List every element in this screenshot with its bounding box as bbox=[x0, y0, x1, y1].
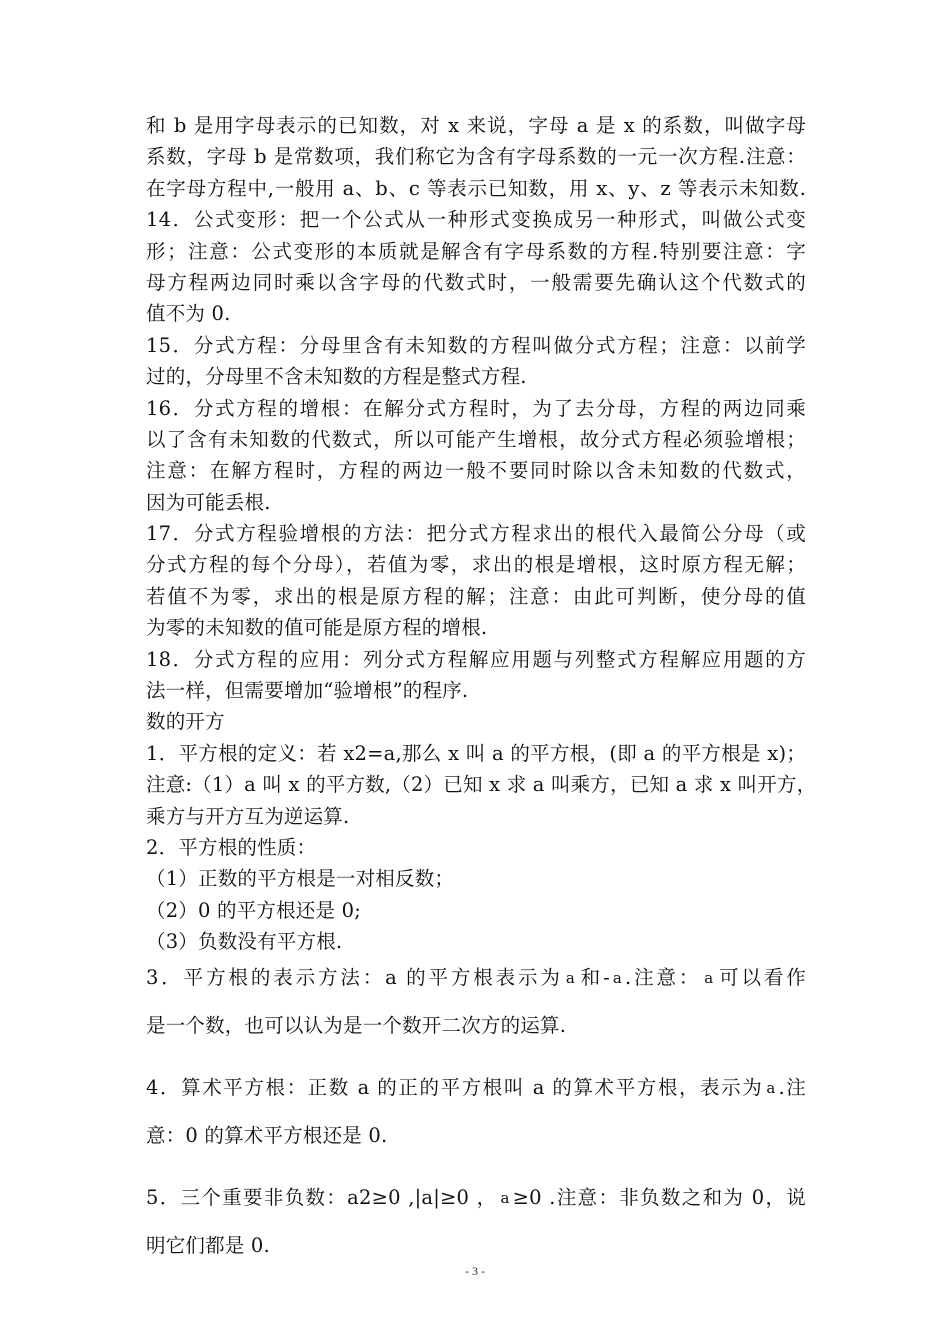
sqrt-symbol: a bbox=[565, 969, 575, 987]
item-4-line-1 bbox=[146, 1064, 806, 1112]
item-3-line-2: 是一个数，也可以认为是一个数开二次方的运算. bbox=[146, 1014, 567, 1037]
text-line: （2）0 的平方根还是 0; bbox=[146, 898, 361, 922]
text-line: 16．分式方程的增根：在解分式方程时，为了去分母，方程的两边同乘 bbox=[146, 396, 806, 420]
text: ≥0 .注意：非负数之和为 0，说 bbox=[512, 1186, 806, 1209]
document-body bbox=[146, 110, 817, 958]
page-number: - 3 - bbox=[465, 1264, 485, 1278]
item-4-line-2: 意：0 的算术平方根还是 0. bbox=[146, 1124, 388, 1147]
text-line: 15．分式方程：分母里含有未知数的方程叫做分式方程；注意：以前学 bbox=[146, 333, 806, 357]
text: 和- bbox=[577, 966, 610, 989]
text-line: 母方程两边同时乘以含字母的代数式时，一般需要先确认这个代数式的 bbox=[146, 270, 806, 294]
text-line: 2．平方根的性质： bbox=[146, 835, 317, 859]
item-5-line-1 bbox=[146, 1174, 806, 1222]
text-line: 乘方与开方互为逆运算. bbox=[146, 804, 350, 828]
text-line: 注意:（1）a 叫 x 的平方数,（2）已知 x 求 a 叫乘方，已知 a 求 x 叫开方， bbox=[146, 773, 817, 797]
sqrt-symbol: a bbox=[766, 1079, 776, 1097]
text-line: 以了含有未知数的代数式，所以可能产生增根，故分式方程必须验增根； bbox=[146, 427, 806, 451]
sqrt-symbol: a bbox=[612, 969, 623, 987]
text-line: 在字母方程中,一般用 a、b、c 等表示已知数，用 x、y、z 等表示未知数. bbox=[146, 176, 806, 200]
text-line: 法一样，但需要增加“验增根”的程序. bbox=[146, 679, 469, 703]
text-line: （1）正数的平方根是一对相反数； bbox=[146, 867, 455, 891]
text-line: 形；注意：公式变形的本质就是解含有字母系数的方程.特别要注意：字 bbox=[146, 239, 806, 263]
text-line: 系数，字母 b 是常数项，我们称它为含有字母系数的一元一次方程.注意： bbox=[146, 145, 806, 169]
text: .注 bbox=[778, 1076, 806, 1099]
text-line: 注意：在解方程时，方程的两边一般不要同时除以含未知数的代数式， bbox=[146, 459, 806, 483]
text-line: 数的开方 bbox=[146, 710, 225, 734]
text-line: 17．分式方程验增根的方法：把分式方程求出的根代入最简公分母（或 bbox=[146, 522, 806, 546]
text-line: 14．公式变形：把一个公式从一种形式变换成另一种形式，叫做公式变 bbox=[146, 208, 806, 232]
sqrt-symbol: a bbox=[500, 1189, 510, 1207]
text: 3．平方根的表示方法：a 的平方根表示为 bbox=[146, 966, 563, 989]
item-3-line-1 bbox=[146, 954, 806, 1002]
text-line: 分式方程的每个分母），若值为零，求出的根是增根，这时原方程无解； bbox=[146, 553, 806, 577]
sqrt-symbol: a bbox=[704, 969, 714, 987]
text: 可以看作 bbox=[716, 966, 806, 989]
item-5-line-2: 明它们都是 0. bbox=[146, 1234, 270, 1257]
text-line: 和 b 是用字母表示的已知数，对 x 来说，字母 a 是 x 的系数，叫做字母 bbox=[146, 114, 806, 137]
text: .注意： bbox=[625, 966, 702, 989]
text-line: 若值不为零，求出的根是原方程的解；注意：由此可判断，使分母的值 bbox=[146, 584, 806, 608]
text-line: 过的，分母里不含未知数的方程是整式方程. bbox=[146, 365, 527, 389]
text: 5．三个重要非负数： bbox=[146, 1186, 348, 1209]
text-line: 为零的未知数的值可能是原方程的增根. bbox=[146, 616, 488, 640]
text-line: （3）负数没有平方根. bbox=[146, 930, 343, 954]
text: a2≥0 ,|a|≥0 ， bbox=[347, 1186, 498, 1209]
text-line: 因为可能丢根. bbox=[146, 490, 271, 514]
text-line: 18．分式方程的应用：列分式方程解应用题与列整式方程解应用题的方 bbox=[146, 647, 806, 671]
text: 4．算术平方根：正数 a 的正的平方根叫 a 的算术平方根，表示为 bbox=[146, 1076, 764, 1099]
sqrt-section bbox=[146, 954, 806, 1270]
text-line: 值不为 0. bbox=[146, 302, 231, 326]
text-line: 1．平方根的定义：若 x2=a,那么 x 叫 a 的平方根，(即 a 的平方根是 x)； bbox=[146, 741, 806, 765]
